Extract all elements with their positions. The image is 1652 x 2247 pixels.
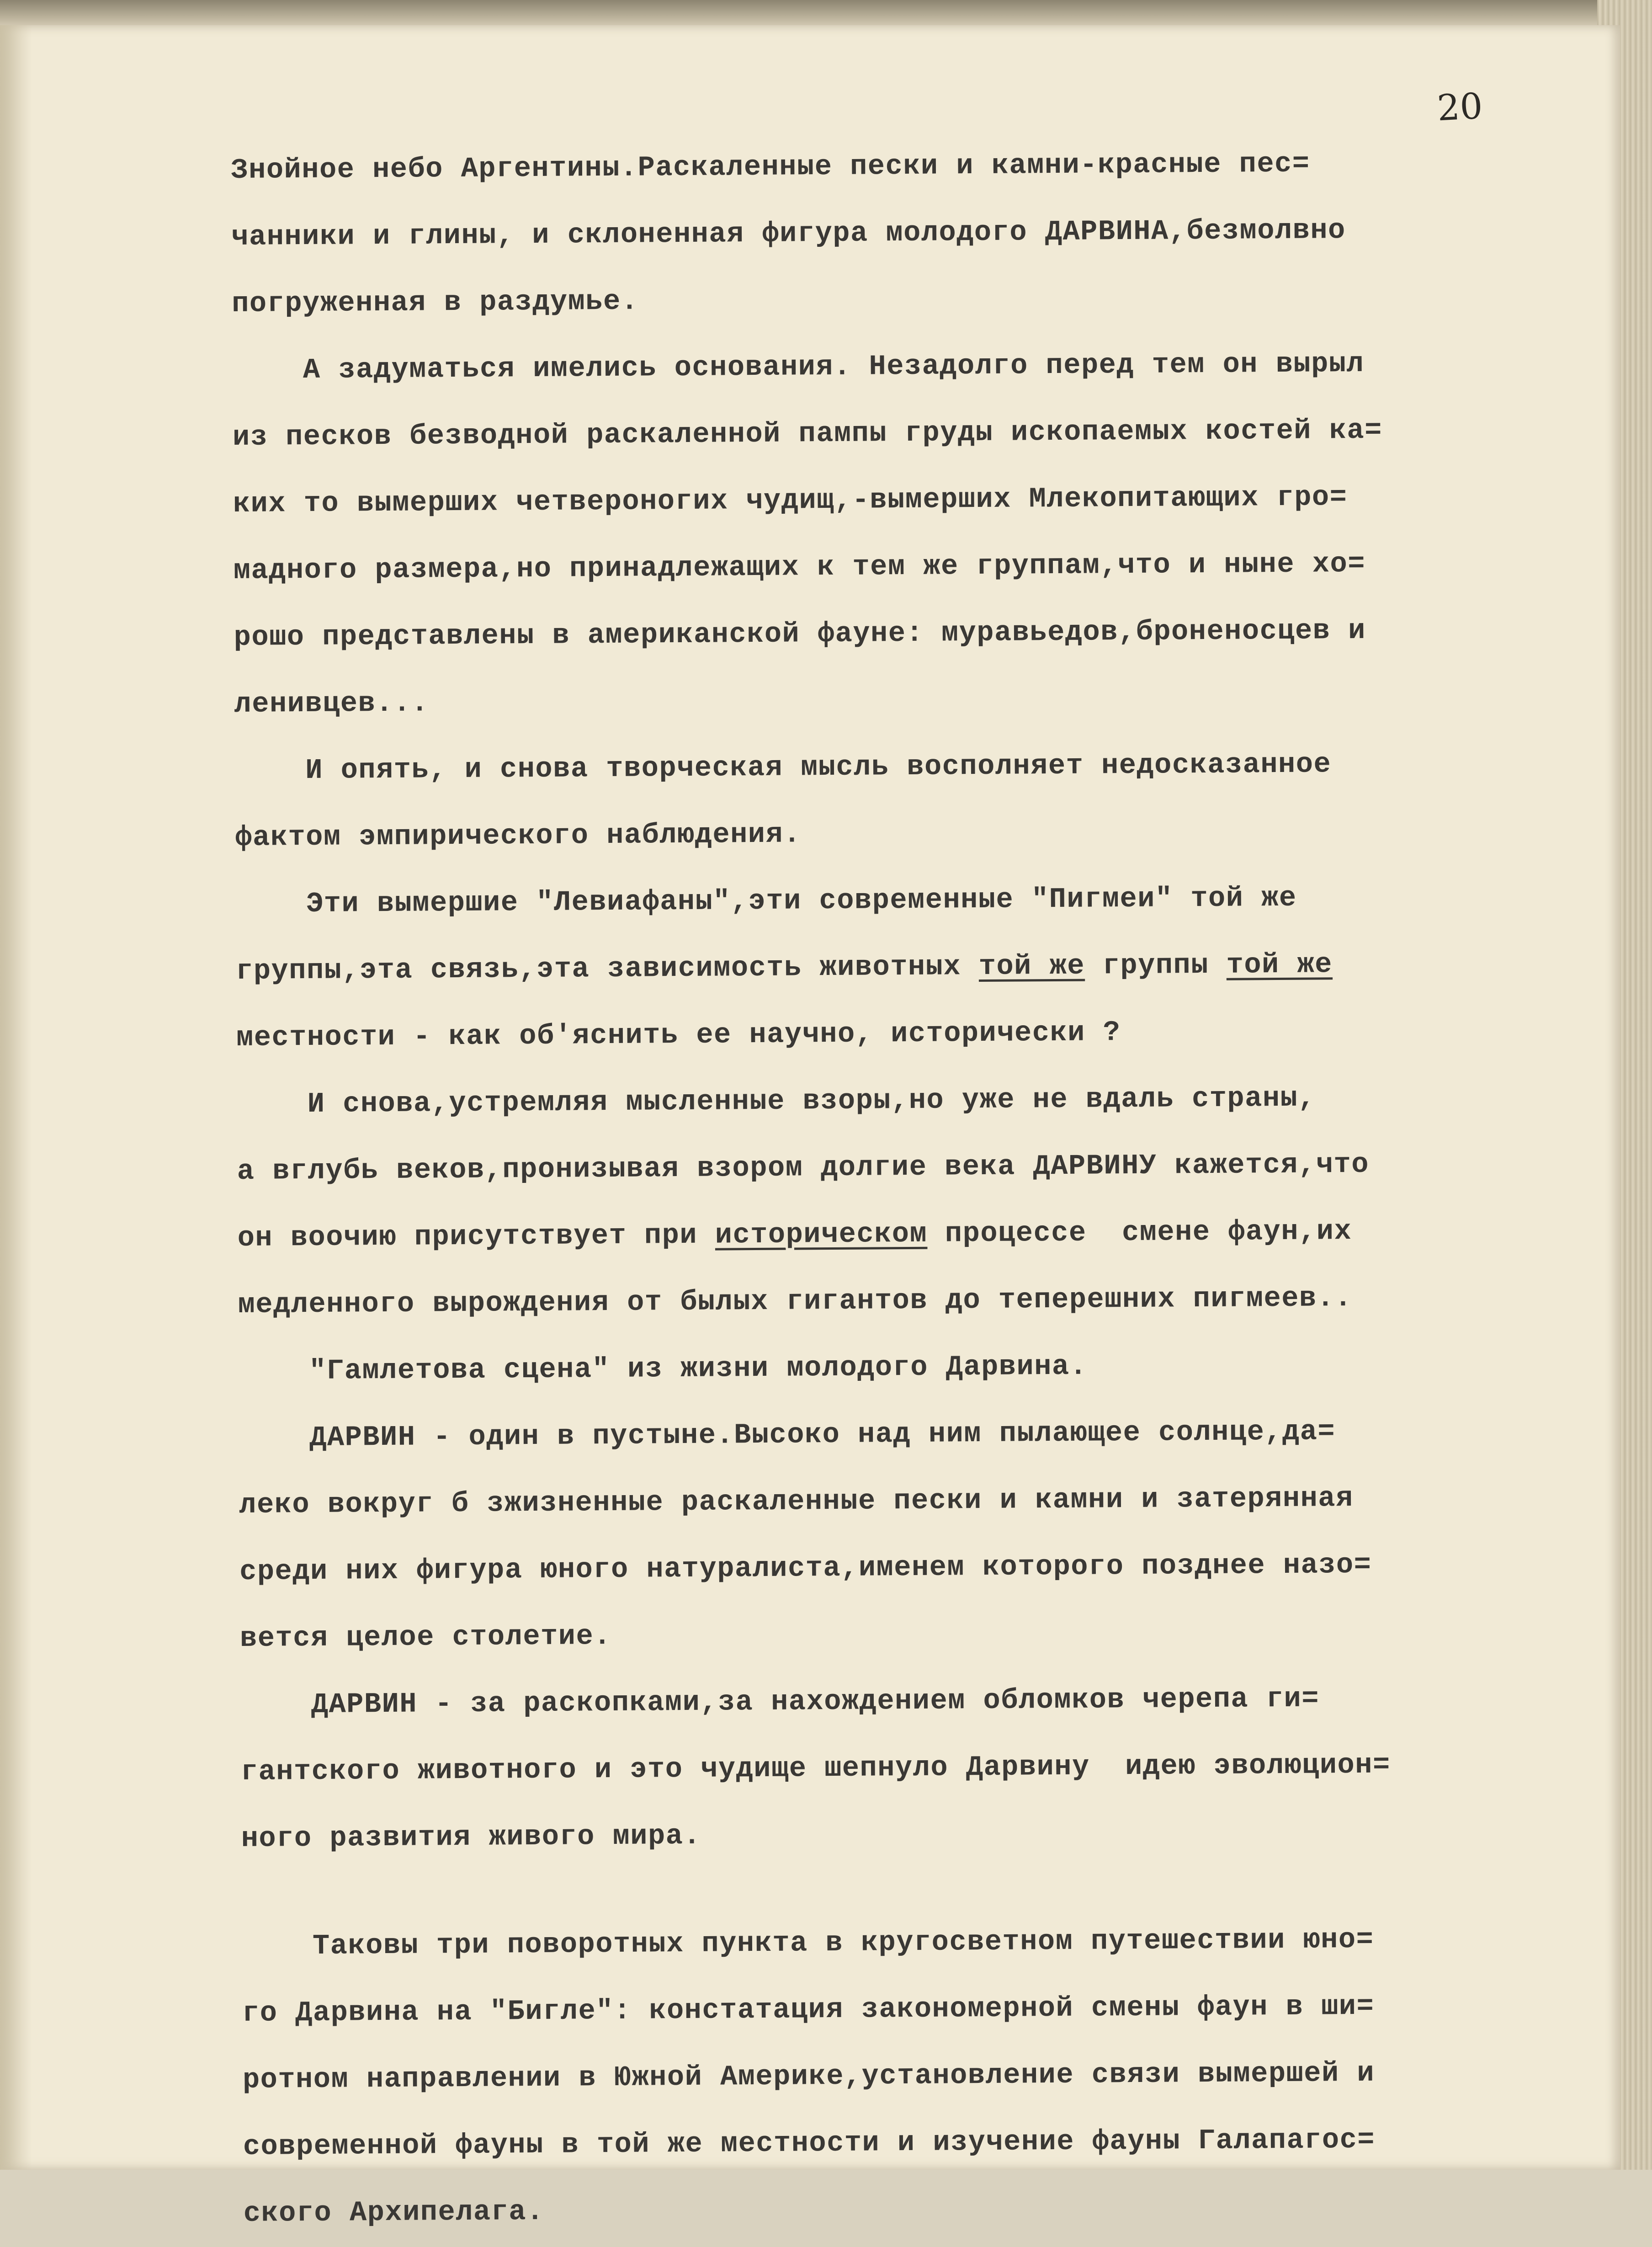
text-line: мадного размера,но принадлежащих к тем же группам,что и ныне хо=	[233, 547, 1366, 587]
text-line: вется целое столетие.	[239, 1619, 612, 1655]
text-line: среди них фигура юного натуралиста,именем которого позднее назо=	[239, 1548, 1372, 1588]
text-line: рошо представлены в американской фауне: муравьедов,броненосцев и	[234, 614, 1366, 654]
text-line: ленивцев...	[234, 687, 429, 720]
text-line: Эти вымершие "Левиафаны",эти современные "Пигмеи" той же	[235, 881, 1297, 921]
text-line: из песков безводной раскаленной пампы груды ископаемых костей ка=	[232, 414, 1383, 453]
text-line-with-underline: он воочию присутствует при историческом процессе смене фаун,их	[237, 1215, 1352, 1254]
text-line: леко вокруг б зжизненные раскаленные пески и камни и затерянная	[239, 1482, 1354, 1521]
text-line: а вглубь веков,пронизывая взором долгие века ДАРВИНУ кажется,что	[237, 1148, 1370, 1187]
paragraph-gap	[241, 1864, 1567, 1913]
text-line: погруженная в раздумье.	[232, 285, 639, 320]
text-line: И снова,устремляя мысленные взоры,но уже не вдаль страны,	[236, 1081, 1316, 1121]
text-line: А задуматься имелись основания. Незадолго перед тем он вырыл	[232, 347, 1365, 387]
typed-text-body	[231, 129, 1569, 2247]
text-line: фактом эмпирического наблюдения.	[235, 818, 802, 854]
text-line: ДАРВИН - один в пустыне.Высоко над ним пылающее солнце,да=	[239, 1415, 1336, 1454]
text-line: го Дарвина на "Бигле": констатация закономерной смены фаун в ши=	[242, 1990, 1375, 2029]
page-gutter-shadow	[0, 25, 32, 2170]
text-line: Таковы три поворотных пункта в кругосветном путешествии юно=	[241, 1923, 1374, 1963]
text-line: местности - как об'яснить ее научно, исторически ?	[236, 1016, 1121, 1054]
text-line: ких то вымерших четвероногих чудищ,-вымерших Млекопитающих гро=	[233, 481, 1348, 520]
text-line: "Гамлетова сцена" из жизни молодого Дарвина.	[238, 1350, 1088, 1388]
text-line: ского Архипелага.	[243, 2195, 544, 2230]
text-line: медленного вырождения от былых гигантов до теперешних пигмеев..	[238, 1282, 1353, 1321]
text-line: гантского животного и это чудище шепнуло Дарвину идею эволюцион=	[240, 1748, 1391, 1788]
page-number: 20	[1436, 85, 1484, 129]
text-line: современной фауны в той же местности и изучение фауны Галапагос=	[243, 2123, 1376, 2163]
text-line: чанники и глины, и склоненная фигура молодого ДАРВИНА,безмолвно	[231, 214, 1346, 253]
text-line: ного развития живого мира.	[241, 1819, 701, 1855]
underlined-word: историческом	[715, 1217, 928, 1251]
text-line: Знойное небо Аргентины.Раскаленные пески и камни-красные пес=	[231, 147, 1310, 186]
scan-top-edge	[0, 0, 1652, 27]
underlined-word: той же	[1226, 948, 1333, 981]
underlined-word: той же	[978, 949, 1085, 983]
text-line: ДАРВИН - за раскопками,за нахождением обломков черепа ги=	[240, 1682, 1320, 1721]
text-line-with-underline: группы,эта связь,эта зависимость животных той же группы той же	[235, 948, 1333, 987]
text-line: И опять, и снова творческая мысль восполняет недосказанное	[234, 748, 1332, 787]
text-line: ротном направлении в Южной Америке,установление связи вымершей и	[242, 2056, 1375, 2096]
